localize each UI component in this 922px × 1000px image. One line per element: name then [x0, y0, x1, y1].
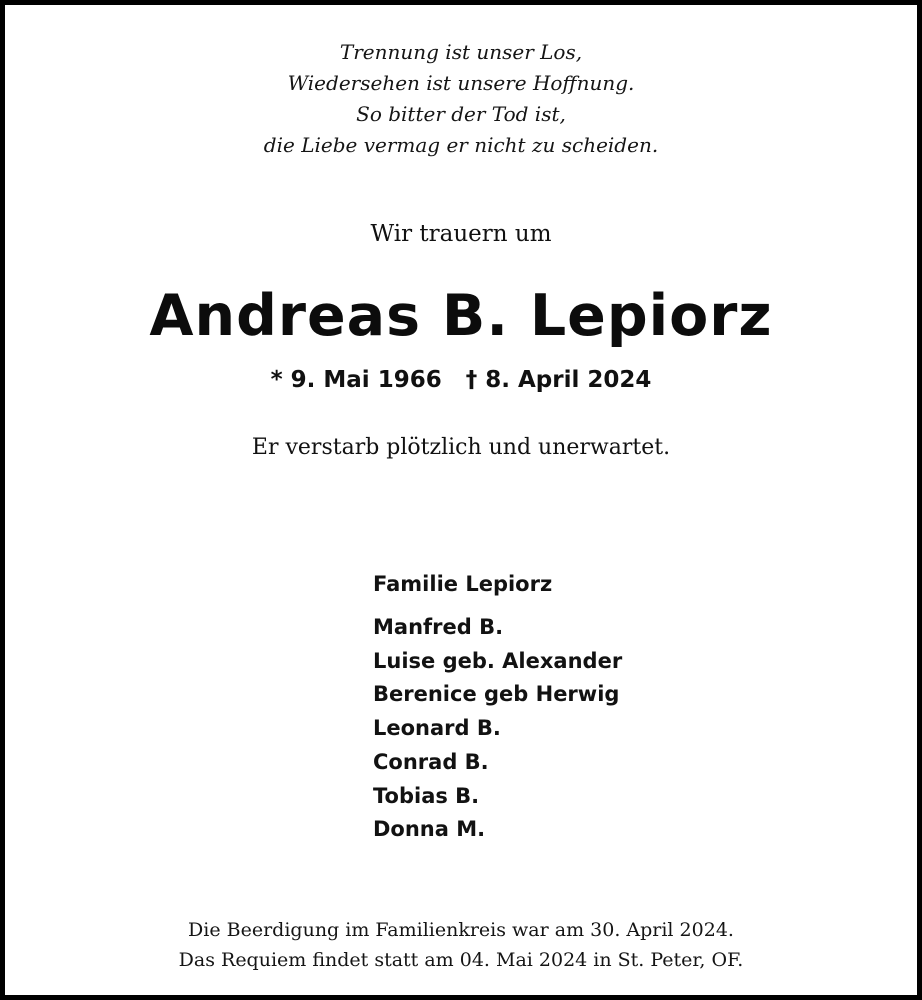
poem-line: So bitter der Tod ist, — [356, 102, 566, 126]
death-statement: Er verstarb plötzlich und unerwartet. — [251, 435, 671, 460]
family-list — [373, 567, 622, 847]
mourning-intro: Wir trauern um — [370, 221, 552, 247]
family-heading: Familie Lepiorz — [373, 572, 553, 596]
family-member: Manfred B. — [373, 615, 504, 639]
memorial-poem — [5, 37, 917, 161]
deceased-name: Andreas B. Lepiorz — [149, 283, 773, 349]
birth-date: * 9. Mai 1966 — [270, 367, 442, 393]
life-dates — [5, 363, 917, 397]
family-member: Tobias B. — [373, 783, 480, 808]
poem-line: Trennung ist unser Los, — [339, 40, 583, 64]
family-member: Luise geb. Alexander — [373, 648, 623, 673]
poem-line: Wiedersehen ist unsere Hoffnung. — [287, 71, 635, 95]
family-member: Leonard B. — [373, 716, 501, 741]
funeral-line: Die Beerdigung im Familienkreis war am 30. April 2024. — [188, 919, 734, 941]
funeral-info — [5, 915, 917, 975]
requiem-line: Das Requiem findet statt am 04. Mai 2024 in St. Peter, OF. — [178, 949, 744, 971]
family-member: Donna M. — [373, 817, 486, 842]
family-member: Conrad B. — [373, 749, 489, 774]
family-member: Berenice geb Herwig — [373, 682, 620, 707]
poem-line: die Liebe vermag er nicht zu scheiden. — [263, 133, 659, 157]
death-date: † 8. April 2024 — [465, 367, 652, 393]
